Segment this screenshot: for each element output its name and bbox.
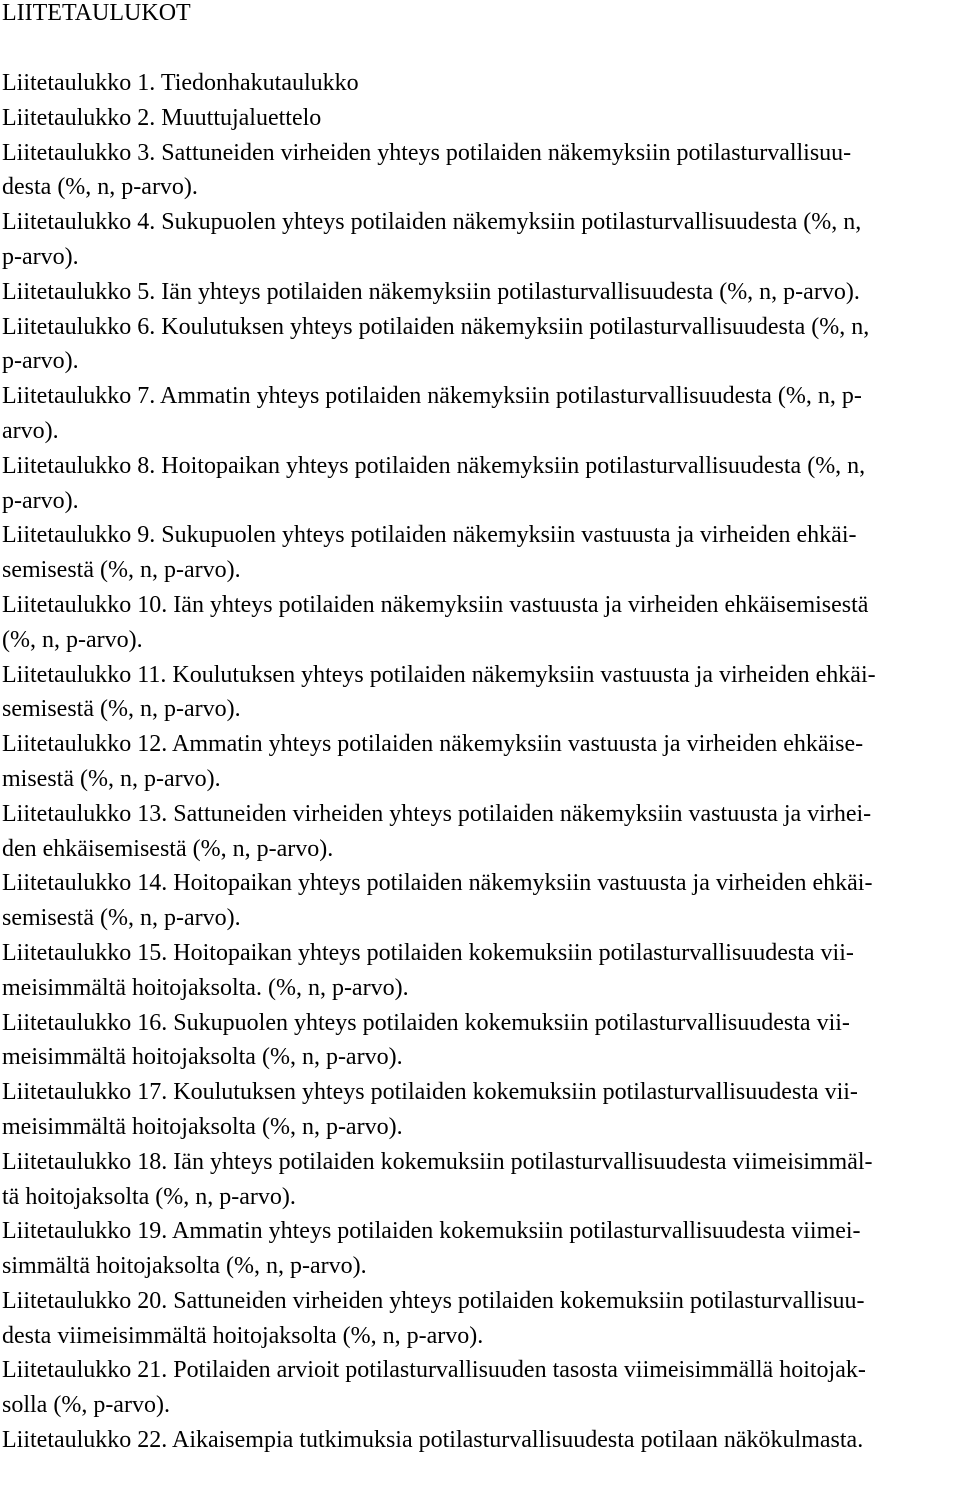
- page-title: LIITETAULUKOT: [2, 0, 191, 26]
- list-line: Liitetaulukko 6. Koulutuksen yhteys potilaiden näkemyksiin potilasturvallisuudesta (%, n,: [2, 313, 870, 340]
- list-line: semisestä (%, n, p-arvo).: [2, 905, 241, 932]
- list-line: p-arvo).: [2, 348, 79, 375]
- list-line: p-arvo).: [2, 243, 79, 270]
- list-line: den ehkäisemisestä (%, n, p-arvo).: [2, 835, 334, 862]
- list-line: Liitetaulukko 15. Hoitopaikan yhteys potilaiden kokemuksiin potilasturvallisuudesta vii-: [2, 939, 854, 966]
- list-line: tä hoitojaksolta (%, n, p-arvo).: [2, 1183, 296, 1210]
- list-line: Liitetaulukko 10. Iän yhteys potilaiden näkemyksiin vastuusta ja virheiden ehkäisemisestä: [2, 591, 869, 618]
- list-line: Liitetaulukko 9. Sukupuolen yhteys potilaiden näkemyksiin vastuusta ja virheiden ehkäi-: [2, 522, 857, 549]
- list-line: Liitetaulukko 4. Sukupuolen yhteys potilaiden näkemyksiin potilasturvallisuudesta (%, n,: [2, 209, 862, 236]
- list-line: p-arvo).: [2, 487, 79, 514]
- list-line: meisimmältä hoitojaksolta (%, n, p-arvo).: [2, 1113, 403, 1140]
- list-line: Liitetaulukko 20. Sattuneiden virheiden yhteys potilaiden kokemuksiin potilasturvallisuu-: [2, 1287, 865, 1314]
- list-line: solla (%, p-arvo).: [2, 1392, 170, 1419]
- list-line: meisimmältä hoitojaksolta (%, n, p-arvo).: [2, 1044, 403, 1071]
- appendix-table-list: [2, 66, 958, 1493]
- list-line: Liitetaulukko 13. Sattuneiden virheiden yhteys potilaiden näkemyksiin vastuusta ja virhei-: [2, 800, 872, 827]
- list-line: Liitetaulukko 3. Sattuneiden virheiden yhteys potilaiden näkemyksiin potilasturvallisuu-: [2, 139, 852, 166]
- list-line: (%, n, p-arvo).: [2, 626, 143, 653]
- list-line: [2, 1458, 958, 1493]
- list-line: simmältä hoitojaksolta (%, n, p-arvo).: [2, 1253, 367, 1280]
- list-line: Liitetaulukko 2. Muuttujaluettelo: [2, 104, 322, 131]
- list-line: Liitetaulukko 16. Sukupuolen yhteys potilaiden kokemuksiin potilasturvallisuudesta vii-: [2, 1009, 850, 1036]
- list-line: Liitetaulukko 17. Koulutuksen yhteys potilaiden kokemuksiin potilasturvallisuudesta vii-: [2, 1079, 858, 1106]
- list-line: arvo).: [2, 417, 59, 444]
- list-line: desta (%, n, p-arvo).: [2, 174, 198, 201]
- list-line: Liitetaulukko 11. Koulutuksen yhteys potilaiden näkemyksiin vastuusta ja virheiden ehkäi-: [2, 661, 876, 688]
- list-line: Liitetaulukko 14. Hoitopaikan yhteys potilaiden näkemyksiin vastuusta ja virheiden ehkäi-: [2, 870, 873, 897]
- list-line: semisestä (%, n, p-arvo).: [2, 557, 241, 584]
- list-line: Liitetaulukko 1. Tiedonhakutaulukko: [2, 70, 359, 96]
- list-line: Liitetaulukko 7. Ammatin yhteys potilaiden näkemyksiin potilasturvallisuudesta (%, n, p-: [2, 383, 862, 410]
- list-line: Liitetaulukko 21. Potilaiden arvioit potilasturvallisuuden tasosta viimeisimmällä hoitojak-: [2, 1357, 866, 1384]
- list-line: semisestä (%, n, p-arvo).: [2, 696, 241, 723]
- list-line: desta viimeisimmältä hoitojaksolta (%, n, p-arvo).: [2, 1322, 484, 1349]
- list-line: Liitetaulukko 22. Aikaisempia tutkimuksia potilasturvallisuudesta potilaan näkökulmasta.: [2, 1427, 864, 1454]
- list-line: Liitetaulukko 12. Ammatin yhteys potilaiden näkemyksiin vastuusta ja virheiden ehkäise-: [2, 731, 864, 758]
- list-line: Liitetaulukko 19. Ammatin yhteys potilaiden kokemuksiin potilasturvallisuudesta viimei-: [2, 1218, 861, 1245]
- list-line: Liitetaulukko 5. Iän yhteys potilaiden näkemyksiin potilasturvallisuudesta (%, n, p-arvo).: [2, 278, 860, 305]
- list-line: Liitetaulukko 8. Hoitopaikan yhteys potilaiden näkemyksiin potilasturvallisuudesta (%, n,: [2, 452, 866, 479]
- list-line: Liitetaulukko 18. Iän yhteys potilaiden kokemuksiin potilasturvallisuudesta viimeisimmäl-: [2, 1148, 873, 1175]
- list-line: misestä (%, n, p-arvo).: [2, 765, 221, 792]
- list-line: meisimmältä hoitojaksolta. (%, n, p-arvo).: [2, 974, 409, 1001]
